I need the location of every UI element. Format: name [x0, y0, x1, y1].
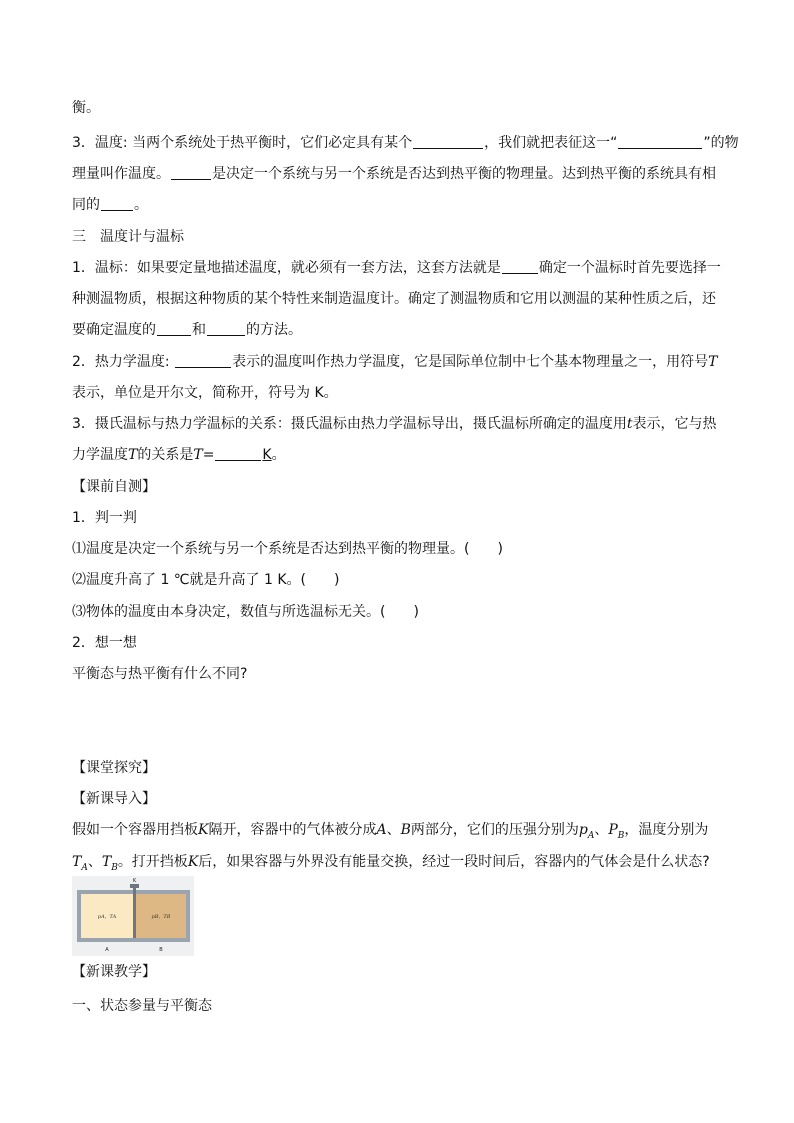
symbol-T: T [193, 447, 203, 463]
label-chamber-b-state: pB，TB [151, 914, 171, 920]
text: 。 [271, 447, 286, 463]
fill-blank [215, 446, 261, 461]
label-a: A [105, 947, 109, 953]
text: 衡。 [72, 100, 100, 116]
text: 3．摄氏温标与热力学温标的关系：摄氏温标由热力学温标导出，摄氏温标所确定的温度用 [72, 416, 627, 432]
text-line [72, 383, 338, 403]
text-line [72, 289, 716, 309]
text-line [72, 320, 302, 340]
text-line [72, 852, 710, 878]
symbol-p: p [578, 822, 588, 838]
text: 平衡态与热平衡有什么不同? [72, 666, 248, 682]
container-diagram [72, 876, 194, 956]
text: 2．热力学温度: [72, 354, 175, 370]
section-heading [72, 996, 212, 1016]
text: 。打开挡板 [117, 854, 188, 870]
section-heading [72, 227, 184, 247]
text-line-temperature [72, 133, 739, 153]
symbol-B: B [400, 822, 411, 838]
text-line-thermodynamic [72, 352, 717, 372]
text-line-relation [72, 414, 717, 434]
text: 后，如果容器与外界没有能量交换，经过一段时间后，容器内的气体会是什么状态? [198, 854, 710, 870]
text: ，温度分别为 [624, 822, 709, 838]
text: 的方法。 [246, 322, 302, 338]
subscript-B: B [617, 830, 625, 841]
label-chamber-a-state: pA，TA [97, 914, 117, 920]
text-line [72, 98, 100, 118]
text: 理量叫作温度。 [72, 166, 170, 182]
fill-blank [171, 165, 211, 180]
heading-text: 三 温度计与温标 [72, 229, 184, 245]
label-b: B [159, 947, 163, 953]
heading-text: 【新课教学】 [72, 964, 156, 980]
section-heading-selftest [72, 477, 156, 497]
unit-K: K [262, 447, 272, 463]
fill-blank [502, 259, 538, 274]
section-heading-intro [72, 789, 156, 809]
text: 的关系是 [137, 447, 194, 463]
text: 表示，单位是开尔文，简称开，符号为 K。 [72, 385, 338, 401]
symbol-T: T [128, 447, 138, 463]
text: 是决定一个系统与另一个系统是否达到热平衡的物理量。达到热平衡的系统具有相 [212, 166, 716, 182]
text: ⑵温度升高了 1 ℃就是升高了 1 K。( ) [72, 572, 340, 588]
fill-blank [413, 134, 483, 149]
text: 3．温度: 当两个系统处于热平衡时，它们必定具有某个 [72, 135, 413, 151]
text: 。 [134, 197, 148, 213]
text: 种测温物质，根据这种物质的某个特性来制造温度计。确定了测温物质和它用以测温的某种性质之后，还 [72, 291, 716, 307]
heading-text: 【新课导入】 [72, 791, 156, 807]
text: 隔开，容器中的气体被分成 [208, 822, 377, 838]
text: 同的 [72, 197, 100, 213]
text: ⑶物体的温度由本身决定，数值与所选温标无关。( ) [72, 604, 419, 620]
partition-k [133, 886, 136, 938]
text-line [72, 664, 247, 684]
text: ，我们就把表征这一“ [484, 135, 618, 151]
text: ”的物 [703, 135, 739, 151]
text: 和 [192, 322, 206, 338]
symbol-T: T [72, 854, 82, 870]
heading-text: 一、状态参量与平衡态 [72, 998, 212, 1014]
symbol-t: t [626, 416, 633, 432]
text: 1．判一判 [72, 510, 137, 526]
symbol-K: K [187, 854, 199, 870]
fill-blank [157, 321, 191, 336]
question-2 [72, 570, 339, 590]
symbol-T: T [708, 354, 718, 370]
fill-blank [175, 353, 231, 368]
symbol-T: T [101, 854, 112, 870]
fill-blank [101, 196, 133, 211]
question-1 [72, 539, 503, 559]
text: 假如一个容器用挡板 [72, 822, 198, 838]
label-k: K [132, 878, 137, 884]
fill-blank [618, 134, 702, 149]
subscript-B: B [111, 862, 118, 873]
text: 、 [594, 822, 609, 838]
text-line-problem [72, 820, 708, 846]
text-line-scale [72, 258, 721, 278]
text-line [72, 195, 148, 215]
symbol-P: P [608, 822, 618, 838]
text: 力学温度 [72, 447, 128, 463]
text-line [72, 633, 137, 653]
text-line [72, 164, 716, 184]
heading-text: 【课堂探究】 [72, 760, 156, 776]
text-line [72, 445, 286, 465]
symbol-K: K [198, 822, 209, 838]
text: = [202, 447, 215, 463]
subscript-A: A [81, 862, 88, 873]
subscript-A: A [587, 830, 595, 841]
fill-blank [207, 321, 245, 336]
text: 确定一个温标时首先要选择一 [538, 260, 721, 276]
text: 、 [87, 854, 102, 870]
text: 表示的温度叫作热力学温度，它是国际单位制中七个基本物理量之一，用符号 [232, 354, 709, 370]
question-3 [72, 602, 419, 622]
text: 1．温标：如果要定量地描述温度，就必须有一套方法，这套方法就是 [72, 260, 501, 276]
text: 要确定温度的 [72, 322, 156, 338]
text: 表示，它与热 [632, 416, 717, 432]
section-heading-teach [72, 962, 156, 982]
partition-handle [130, 884, 139, 888]
text: 、 [386, 822, 401, 838]
text: 2．想一想 [72, 635, 137, 651]
text: 两部分，它们的压强分别为 [410, 822, 579, 838]
symbol-A: A [376, 822, 387, 838]
heading-text: 【课前自测】 [72, 479, 156, 495]
section-heading-explore [72, 758, 156, 778]
text-line [72, 508, 137, 528]
text: ⑴温度是决定一个系统与另一个系统是否达到热平衡的物理量。( ) [72, 541, 503, 557]
